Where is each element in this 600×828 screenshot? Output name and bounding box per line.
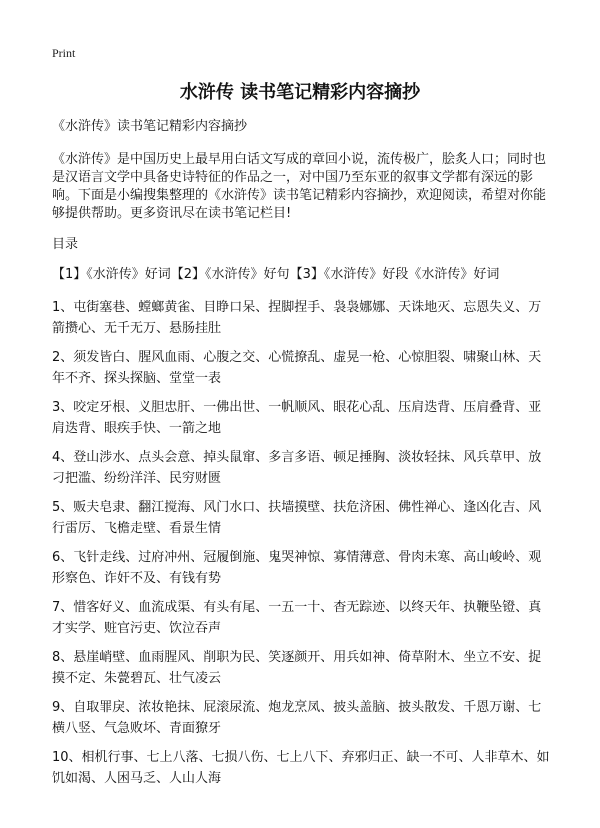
toc-link-good-words[interactable]: 【1】《水浒传》好词 [52, 267, 171, 282]
toc-link-good-paragraphs[interactable]: 【3】《水浒传》好段 [289, 267, 409, 282]
good-words-list [52, 297, 552, 797]
list-item: 2、须发皆白、腥风血雨、心腹之交、心慌撩乱、虚晃一枪、心惊胆裂、啸聚山林、天年不齐、探头探脑、堂堂一表 [52, 350, 542, 386]
print-link[interactable]: Print [52, 46, 76, 60]
article-subtitle: 《水浒传》读书笔记精彩内容摘抄 [52, 119, 248, 134]
toc-section-heading: 《水浒传》好词 [408, 267, 500, 282]
list-item: 8、悬崖峭壁、血雨腥风、削职为民、笑逐颜开、用兵如神、倚草附木、坐立不安、捉摸不定、朱甍碧瓦、壮气凌云 [52, 650, 542, 686]
list-item: 7、惜客好义、血流成渠、有头有尾、一五一十、杳无踪迹、以终天年、执鞭坠镫、真才实学、赃官污吏、饮泣吞声 [52, 600, 542, 636]
list-item: 9、自取罪戾、浓妆艳抹、屁滚尿流、炮龙烹凤、披头盖脑、披头散发、千恩万谢、七横八竖、气急败坏、青面獠牙 [52, 700, 542, 736]
list-item: 6、飞针走线、过府冲州、冠履倒施、鬼哭神惊、寡情薄意、骨肉未寒、高山峻岭、观形察色、诈奸不及、有钱有势 [52, 550, 542, 586]
article-intro: 《水浒传》是中国历史上最早用白话文写成的章回小说，流传极广，脍炙人口；同时也是汉语言文学中具备史诗特征的作品之一，对中国乃至东亚的叙事文学都有深远的影响。下面是小编搜集整理的《水浒传》读书笔记精彩内容摘抄，欢迎阅读，希望对你能够提供帮助。更多资讯尽在读书笔记栏目! [52, 152, 547, 221]
page-title: 水浒传 读书笔记精彩内容摘抄 [179, 82, 421, 103]
table-of-contents [52, 266, 552, 284]
list-item: 3、咬定牙根、义胆忠肝、一佛出世、一帆顺风、眼花心乱、压肩迭背、压肩叠背、亚肩迭背、眼疾手快、一箭之地 [52, 400, 542, 436]
list-item: 4、登山涉水、点头会意、掉头鼠窜、多言多语、顿足捶胸、淡妆轻抹、风兵草甲、放刁把滥、纷纷洋洋、民穷财匮 [52, 450, 542, 486]
list-item: 1、屯街塞巷、螳螂黄雀、目睁口呆、捏脚捏手、袅袅娜娜、天诛地灭、忘恩失义、万箭攒心、无千无万、悬肠挂肚 [52, 300, 542, 336]
list-item: 10、相机行事、七上八落、七损八伤、七上八下、弃邪归正、缺一不可、人非草木、如饥如渴、人困马乏、人山人海 [52, 750, 550, 786]
toc-link-good-sentences[interactable]: 【2】《水浒传》好句 [170, 267, 290, 282]
toc-heading: 目录 [52, 237, 79, 252]
list-item: 5、贩夫皂隶、翻江搅海、风门水口、扶墙摸壁、扶危济困、佛性禅心、逢凶化吉、风行雷厉、飞檐走壁、看景生情 [52, 500, 542, 536]
